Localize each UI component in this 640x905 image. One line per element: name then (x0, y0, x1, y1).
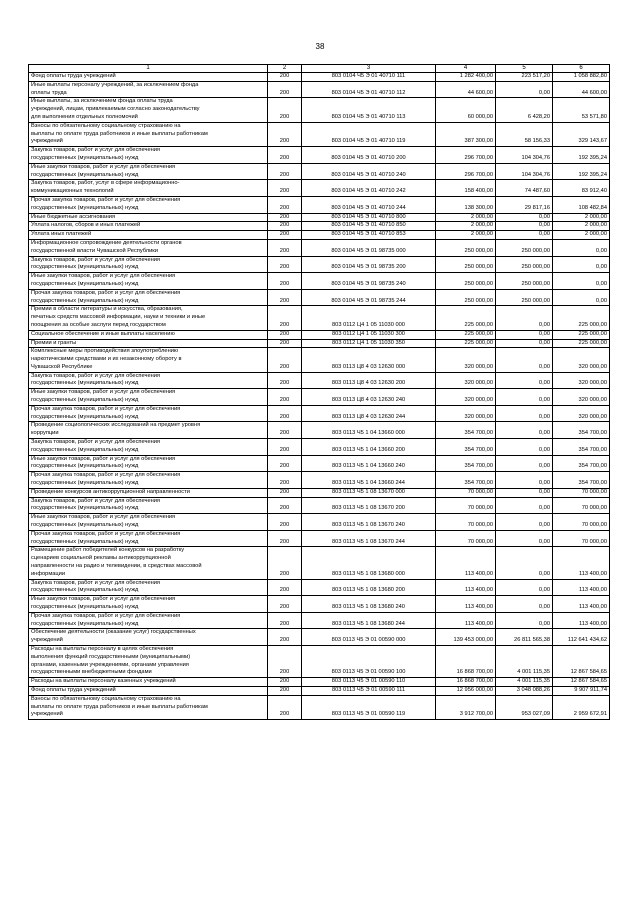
row-code: 200 (268, 514, 302, 531)
unexecuted-amount: 354 700,00 (553, 422, 610, 439)
row-label: Иные выплаты, за исключением фонда оплаты труда учреждений, лицам, привлекаемым согласно законодательству для выполнения отдельных полномочий (29, 98, 268, 122)
table-row (29, 439, 610, 456)
table-row (29, 695, 610, 719)
approved-amount: 70 000,00 (436, 530, 496, 547)
row-label: Иные закупки товаров, работ и услуг для обеспечения государственных (муниципальных) нужд (29, 514, 268, 531)
budget-classification-code: 803 0113 Ч5 Э 01 00590 110 (302, 678, 436, 687)
budget-classification-code: 803 0104 Ч5 Э 01 40710 240 (302, 163, 436, 180)
table-row (29, 645, 610, 677)
table-row (29, 612, 610, 629)
row-label: Закупка товаров, работ, услуг в сфере информационно- коммуникационных технологий (29, 180, 268, 197)
row-label: Прочая закупка товаров, работ и услуг для обеспечения государственных (муниципальных) нужд (29, 405, 268, 422)
table-row (29, 686, 610, 695)
unexecuted-amount: 225 000,00 (553, 330, 610, 339)
row-label: Закупка товаров, работ и услуг для обеспечения государственных (муниципальных) нужд (29, 439, 268, 456)
row-code: 200 (268, 163, 302, 180)
row-label: Размещение работ победителей конкурсов на разработку сценариев социальной рекламы антикоррупционной направленности на радио и телевидении, в средствах массовой информации (29, 547, 268, 579)
row-label: Уплата иных платежей (29, 231, 268, 240)
approved-amount: 387 300,00 (436, 122, 496, 146)
table-row (29, 530, 610, 547)
budget-classification-code: 803 0113 Ч5 1 08 13680 244 (302, 612, 436, 629)
budget-classification-code: 803 0104 Ч5 Э 01 40710 244 (302, 196, 436, 213)
row-label: Расходы на выплаты персоналу казенных учреждений (29, 678, 268, 687)
executed-amount: 0,00 (496, 514, 553, 531)
table-row (29, 147, 610, 164)
row-code: 200 (268, 147, 302, 164)
approved-amount: 225 000,00 (436, 339, 496, 348)
unexecuted-amount: 70 000,00 (553, 530, 610, 547)
table-row (29, 372, 610, 389)
approved-amount: 354 700,00 (436, 472, 496, 489)
budget-classification-code: 803 0113 Ч5 1 08 13670 000 (302, 488, 436, 497)
executed-amount: 0,00 (496, 405, 553, 422)
budget-classification-code: 803 0113 Ч5 1 04 13660 200 (302, 439, 436, 456)
executed-amount: 0,00 (496, 231, 553, 240)
executed-amount: 0,00 (496, 339, 553, 348)
unexecuted-amount: 2 000,00 (553, 222, 610, 231)
unexecuted-amount: 70 000,00 (553, 488, 610, 497)
row-label: Уплата налогов, сборов и иных платежей (29, 222, 268, 231)
table-row (29, 596, 610, 613)
approved-amount: 70 000,00 (436, 497, 496, 514)
row-label: Иные закупки товаров, работ и услуг для обеспечения государственных (муниципальных) нужд (29, 596, 268, 613)
executed-amount: 0,00 (496, 596, 553, 613)
unexecuted-amount: 192 395,24 (553, 163, 610, 180)
header-cell: 5 (496, 65, 553, 73)
executed-amount: 0,00 (496, 472, 553, 489)
approved-amount: 225 000,00 (436, 306, 496, 330)
row-label: Иные закупки товаров, работ и услуг для обеспечения государственных (муниципальных) нужд (29, 389, 268, 406)
row-code: 200 (268, 372, 302, 389)
budget-classification-code: 803 0104 Ч5 Э 01 98735 000 (302, 239, 436, 256)
executed-amount: 29 817,16 (496, 196, 553, 213)
budget-classification-code: 803 0113 Ч5 Э 01 00590 000 (302, 629, 436, 646)
row-code: 200 (268, 612, 302, 629)
executed-amount: 74 487,60 (496, 180, 553, 197)
approved-amount: 138 300,00 (436, 196, 496, 213)
approved-amount: 354 700,00 (436, 455, 496, 472)
row-label: Закупка товаров, работ и услуг для обеспечения государственных (муниципальных) нужд (29, 256, 268, 273)
row-code: 200 (268, 81, 302, 98)
row-code: 200 (268, 596, 302, 613)
row-code: 200 (268, 256, 302, 273)
unexecuted-amount: 225 000,00 (553, 339, 610, 348)
executed-amount: 6 428,20 (496, 98, 553, 122)
table-row (29, 81, 610, 98)
row-code: 200 (268, 98, 302, 122)
executed-amount: 250 000,00 (496, 289, 553, 306)
approved-amount: 296 700,00 (436, 163, 496, 180)
row-label: Информационное сопровождение деятельности органов государственной власти Чувашской Республики (29, 239, 268, 256)
row-code: 200 (268, 339, 302, 348)
executed-amount: 0,00 (496, 422, 553, 439)
executed-amount: 104 304,76 (496, 147, 553, 164)
budget-classification-code: 803 0104 Ч5 Э 01 98735 200 (302, 256, 436, 273)
unexecuted-amount: 354 700,00 (553, 439, 610, 456)
row-code: 200 (268, 530, 302, 547)
table-row (29, 339, 610, 348)
budget-classification-code: 803 0104 Ч5 Э 01 40710 111 (302, 73, 436, 82)
unexecuted-amount: 0,00 (553, 273, 610, 290)
approved-amount: 70 000,00 (436, 488, 496, 497)
table-header-row (29, 65, 610, 73)
executed-amount: 223 517,20 (496, 73, 553, 82)
approved-amount: 113 400,00 (436, 579, 496, 596)
table-row (29, 213, 610, 222)
budget-classification-code: 803 0104 Ч5 Э 01 40710 113 (302, 98, 436, 122)
approved-amount: 250 000,00 (436, 256, 496, 273)
budget-classification-code: 803 0113 Ч5 Э 01 00590 100 (302, 645, 436, 677)
unexecuted-amount: 0,00 (553, 239, 610, 256)
table-row (29, 273, 610, 290)
executed-amount: 0,00 (496, 612, 553, 629)
row-code: 200 (268, 497, 302, 514)
row-code: 200 (268, 330, 302, 339)
budget-classification-code: 803 0113 Ч5 Э 01 00590 111 (302, 686, 436, 695)
approved-amount: 320 000,00 (436, 348, 496, 372)
unexecuted-amount: 112 641 434,62 (553, 629, 610, 646)
unexecuted-amount: 320 000,00 (553, 348, 610, 372)
row-code: 200 (268, 488, 302, 497)
header-cell: 4 (436, 65, 496, 73)
row-label: Иные закупки товаров, работ и услуг для обеспечения государственных (муниципальных) нужд (29, 163, 268, 180)
row-label: Закупка товаров, работ и услуг для обеспечения государственных (муниципальных) нужд (29, 147, 268, 164)
unexecuted-amount: 12 867 584,65 (553, 645, 610, 677)
table-row (29, 180, 610, 197)
budget-classification-code: 803 0104 Ч5 Э 01 40710 853 (302, 231, 436, 240)
approved-amount: 2 000,00 (436, 222, 496, 231)
approved-amount: 16 868 700,00 (436, 678, 496, 687)
executed-amount: 0,00 (496, 530, 553, 547)
table-row (29, 231, 610, 240)
unexecuted-amount: 113 400,00 (553, 596, 610, 613)
row-label: Комплексные меры противодействия злоупотреблению наркотическими средствами и их незаконному обороту в Чувашской Республике (29, 348, 268, 372)
budget-classification-code: 803 0113 Ч5 1 04 13660 244 (302, 472, 436, 489)
unexecuted-amount: 113 400,00 (553, 612, 610, 629)
executed-amount: 4 001 115,35 (496, 678, 553, 687)
unexecuted-amount: 0,00 (553, 289, 610, 306)
executed-amount: 0,00 (496, 330, 553, 339)
row-code: 200 (268, 180, 302, 197)
budget-classification-code: 803 0104 Ч5 Э 01 40710 242 (302, 180, 436, 197)
budget-classification-code: 803 0113 Ч5 1 08 13680 240 (302, 596, 436, 613)
budget-classification-code: 803 0113 Ц8 4 03 12630 200 (302, 372, 436, 389)
table-row (29, 455, 610, 472)
table-row (29, 629, 610, 646)
executed-amount: 0,00 (496, 579, 553, 596)
budget-classification-code: 803 0113 Ч5 1 08 13680 200 (302, 579, 436, 596)
approved-amount: 158 400,00 (436, 180, 496, 197)
unexecuted-amount: 2 000,00 (553, 231, 610, 240)
unexecuted-amount: 1 058 882,80 (553, 73, 610, 82)
row-label: Закупка товаров, работ и услуг для обеспечения государственных (муниципальных) нужд (29, 372, 268, 389)
row-label: Закупка товаров, работ и услуг для обеспечения государственных (муниципальных) нужд (29, 497, 268, 514)
table-row (29, 497, 610, 514)
unexecuted-amount: 329 143,67 (553, 122, 610, 146)
budget-classification-code: 803 0104 Ч5 Э 01 40710 800 (302, 213, 436, 222)
approved-amount: 113 400,00 (436, 596, 496, 613)
approved-amount: 139 453 000,00 (436, 629, 496, 646)
approved-amount: 225 000,00 (436, 330, 496, 339)
executed-amount: 250 000,00 (496, 256, 553, 273)
table-row (29, 678, 610, 687)
row-code: 200 (268, 213, 302, 222)
row-code: 200 (268, 695, 302, 719)
executed-amount: 58 156,33 (496, 122, 553, 146)
row-label: Расходы на выплаты персоналу в целях обеспечения выполнения функций государственными (муниципальными) органами, казенными учреждениями, органами управления государственными внебюджетными фондами (29, 645, 268, 677)
unexecuted-amount: 320 000,00 (553, 405, 610, 422)
row-label: Иные бюджетные ассигнования (29, 213, 268, 222)
budget-classification-code: 803 0113 Ц8 4 03 12630 240 (302, 389, 436, 406)
row-code: 200 (268, 455, 302, 472)
unexecuted-amount: 108 482,84 (553, 196, 610, 213)
table-row (29, 472, 610, 489)
row-code: 200 (268, 73, 302, 82)
budget-classification-code: 803 0113 Ч5 1 08 13680 000 (302, 547, 436, 579)
executed-amount: 104 304,76 (496, 163, 553, 180)
table-row (29, 289, 610, 306)
row-label: Фонд оплаты труда учреждений (29, 686, 268, 695)
executed-amount: 250 000,00 (496, 239, 553, 256)
row-label: Прочая закупка товаров, работ и услуг для обеспечения государственных (муниципальных) нужд (29, 196, 268, 213)
approved-amount: 250 000,00 (436, 239, 496, 256)
row-code: 200 (268, 389, 302, 406)
row-code: 200 (268, 579, 302, 596)
row-label: Иные закупки товаров, работ и услуг для обеспечения государственных (муниципальных) нужд (29, 455, 268, 472)
approved-amount: 113 400,00 (436, 547, 496, 579)
budget-classification-code: 803 0104 Ч5 Э 01 40710 112 (302, 81, 436, 98)
executed-amount: 0,00 (496, 455, 553, 472)
table-row (29, 514, 610, 531)
unexecuted-amount: 12 867 584,65 (553, 678, 610, 687)
budget-classification-code: 803 0104 Ч5 Э 01 40710 119 (302, 122, 436, 146)
budget-classification-code: 803 0113 Ч5 Э 01 00590 119 (302, 695, 436, 719)
executed-amount: 0,00 (496, 488, 553, 497)
table-row (29, 239, 610, 256)
approved-amount: 250 000,00 (436, 289, 496, 306)
row-label: Иные выплаты персоналу учреждений, за исключением фонда оплаты труда (29, 81, 268, 98)
row-code: 200 (268, 405, 302, 422)
row-code: 200 (268, 231, 302, 240)
row-code: 200 (268, 239, 302, 256)
table-row (29, 547, 610, 579)
approved-amount: 250 000,00 (436, 273, 496, 290)
row-code: 200 (268, 439, 302, 456)
budget-classification-code: 803 0112 Ц4 1 05 11030 000 (302, 306, 436, 330)
approved-amount: 3 912 700,00 (436, 695, 496, 719)
row-label: Премии и гранты (29, 339, 268, 348)
budget-classification-code: 803 0112 Ц4 1 05 11030 350 (302, 339, 436, 348)
budget-classification-code: 803 0113 Ч5 1 08 13670 244 (302, 530, 436, 547)
row-code: 200 (268, 422, 302, 439)
row-code: 200 (268, 678, 302, 687)
row-label: Проведение социологических исследований на предмет уровня коррупции (29, 422, 268, 439)
row-code: 200 (268, 348, 302, 372)
table-row (29, 122, 610, 146)
table-row (29, 196, 610, 213)
unexecuted-amount: 320 000,00 (553, 389, 610, 406)
budget-classification-code: 803 0104 Ч5 Э 01 40710 200 (302, 147, 436, 164)
row-code: 200 (268, 547, 302, 579)
unexecuted-amount: 354 700,00 (553, 472, 610, 489)
table-row (29, 488, 610, 497)
executed-amount: 953 027,09 (496, 695, 553, 719)
row-code: 200 (268, 645, 302, 677)
row-label: Иные закупки товаров, работ и услуг для обеспечения государственных (муниципальных) нужд (29, 273, 268, 290)
unexecuted-amount: 2 000,00 (553, 213, 610, 222)
budget-classification-code: 803 0113 Ч5 1 04 13660 240 (302, 455, 436, 472)
row-code: 200 (268, 289, 302, 306)
table-row (29, 222, 610, 231)
table-row (29, 163, 610, 180)
row-code: 200 (268, 122, 302, 146)
table-row (29, 579, 610, 596)
budget-table (28, 64, 610, 720)
row-code: 200 (268, 686, 302, 695)
executed-amount: 4 001 115,35 (496, 645, 553, 677)
row-code: 200 (268, 273, 302, 290)
budget-classification-code: 803 0113 Ц8 4 03 12630 244 (302, 405, 436, 422)
row-label: Взносы по обязательному социальному страхованию на выплаты по оплате труда работников и иные выплаты работникам учреждений (29, 695, 268, 719)
table-row (29, 348, 610, 372)
row-label: Взносы по обязательному социальному страхованию на выплаты по оплате труда работников и иные выплаты работникам учреждений (29, 122, 268, 146)
approved-amount: 2 000,00 (436, 213, 496, 222)
unexecuted-amount: 70 000,00 (553, 514, 610, 531)
table-row (29, 256, 610, 273)
approved-amount: 70 000,00 (436, 514, 496, 531)
header-cell: 1 (29, 65, 268, 73)
row-label: Фонд оплаты труда учреждений (29, 73, 268, 82)
executed-amount: 0,00 (496, 389, 553, 406)
unexecuted-amount: 0,00 (553, 256, 610, 273)
approved-amount: 2 000,00 (436, 231, 496, 240)
executed-amount: 0,00 (496, 547, 553, 579)
executed-amount: 0,00 (496, 306, 553, 330)
row-code: 200 (268, 306, 302, 330)
unexecuted-amount: 192 395,24 (553, 147, 610, 164)
approved-amount: 113 400,00 (436, 612, 496, 629)
row-label: Проведение конкурсов антикоррупционной направленности (29, 488, 268, 497)
table-row (29, 330, 610, 339)
budget-classification-code: 803 0113 Ч5 1 08 13670 240 (302, 514, 436, 531)
approved-amount: 320 000,00 (436, 372, 496, 389)
table-row (29, 98, 610, 122)
unexecuted-amount: 83 912,40 (553, 180, 610, 197)
table-row (29, 405, 610, 422)
budget-classification-code: 803 0104 Ч5 Э 01 40710 850 (302, 222, 436, 231)
table-row (29, 422, 610, 439)
row-code: 200 (268, 196, 302, 213)
approved-amount: 12 956 000,00 (436, 686, 496, 695)
unexecuted-amount: 2 959 672,91 (553, 695, 610, 719)
row-code: 200 (268, 222, 302, 231)
budget-classification-code: 803 0113 Ч5 1 08 13670 200 (302, 497, 436, 514)
unexecuted-amount: 44 600,00 (553, 81, 610, 98)
executed-amount: 26 811 565,38 (496, 629, 553, 646)
budget-classification-code: 803 0112 Ц4 1 05 11030 300 (302, 330, 436, 339)
row-label: Прочая закупка товаров, работ и услуг для обеспечения государственных (муниципальных) нужд (29, 612, 268, 629)
table-row (29, 73, 610, 82)
approved-amount: 1 282 400,00 (436, 73, 496, 82)
page-number: 38 (315, 42, 325, 51)
unexecuted-amount: 225 000,00 (553, 306, 610, 330)
approved-amount: 44 600,00 (436, 81, 496, 98)
executed-amount: 0,00 (496, 497, 553, 514)
approved-amount: 60 000,00 (436, 98, 496, 122)
unexecuted-amount: 354 700,00 (553, 455, 610, 472)
unexecuted-amount: 53 571,80 (553, 98, 610, 122)
budget-classification-code: 803 0104 Ч5 Э 01 98735 244 (302, 289, 436, 306)
table-row (29, 306, 610, 330)
unexecuted-amount: 113 400,00 (553, 579, 610, 596)
row-label: Прочая закупка товаров, работ и услуг для обеспечения государственных (муниципальных) нужд (29, 530, 268, 547)
unexecuted-amount: 320 000,00 (553, 372, 610, 389)
approved-amount: 354 700,00 (436, 422, 496, 439)
executed-amount: 0,00 (496, 81, 553, 98)
budget-classification-code: 803 0113 Ч5 1 04 13660 000 (302, 422, 436, 439)
executed-amount: 0,00 (496, 213, 553, 222)
executed-amount: 3 048 088,26 (496, 686, 553, 695)
header-cell: 3 (302, 65, 436, 73)
executed-amount: 0,00 (496, 222, 553, 231)
header-cell: 6 (553, 65, 610, 73)
row-label: Социальное обеспечение и иные выплаты населению (29, 330, 268, 339)
unexecuted-amount: 113 400,00 (553, 547, 610, 579)
approved-amount: 320 000,00 (436, 389, 496, 406)
executed-amount: 0,00 (496, 372, 553, 389)
row-label: Прочая закупка товаров, работ и услуг для обеспечения государственных (муниципальных) нужд (29, 472, 268, 489)
budget-classification-code: 803 0104 Ч5 Э 01 98735 240 (302, 273, 436, 290)
table-row (29, 389, 610, 406)
row-label: Прочая закупка товаров, работ и услуг для обеспечения государственных (муниципальных) нужд (29, 289, 268, 306)
row-label: Закупка товаров, работ и услуг для обеспечения государственных (муниципальных) нужд (29, 579, 268, 596)
approved-amount: 320 000,00 (436, 405, 496, 422)
row-label: Обеспечение деятельности (оказание услуг) государственных учреждений (29, 629, 268, 646)
row-code: 200 (268, 629, 302, 646)
approved-amount: 296 700,00 (436, 147, 496, 164)
row-label: Премии в области литературы и искусства, образования, печатных средств массовой информации, науки и техники и иные поощрения за особые заслуги перед государством (29, 306, 268, 330)
budget-classification-code: 803 0113 Ц8 4 03 12630 000 (302, 348, 436, 372)
executed-amount: 0,00 (496, 439, 553, 456)
approved-amount: 354 700,00 (436, 439, 496, 456)
unexecuted-amount: 9 907 911,74 (553, 686, 610, 695)
executed-amount: 250 000,00 (496, 273, 553, 290)
unexecuted-amount: 70 000,00 (553, 497, 610, 514)
approved-amount: 16 868 700,00 (436, 645, 496, 677)
header-cell: 2 (268, 65, 302, 73)
executed-amount: 0,00 (496, 348, 553, 372)
row-code: 200 (268, 472, 302, 489)
